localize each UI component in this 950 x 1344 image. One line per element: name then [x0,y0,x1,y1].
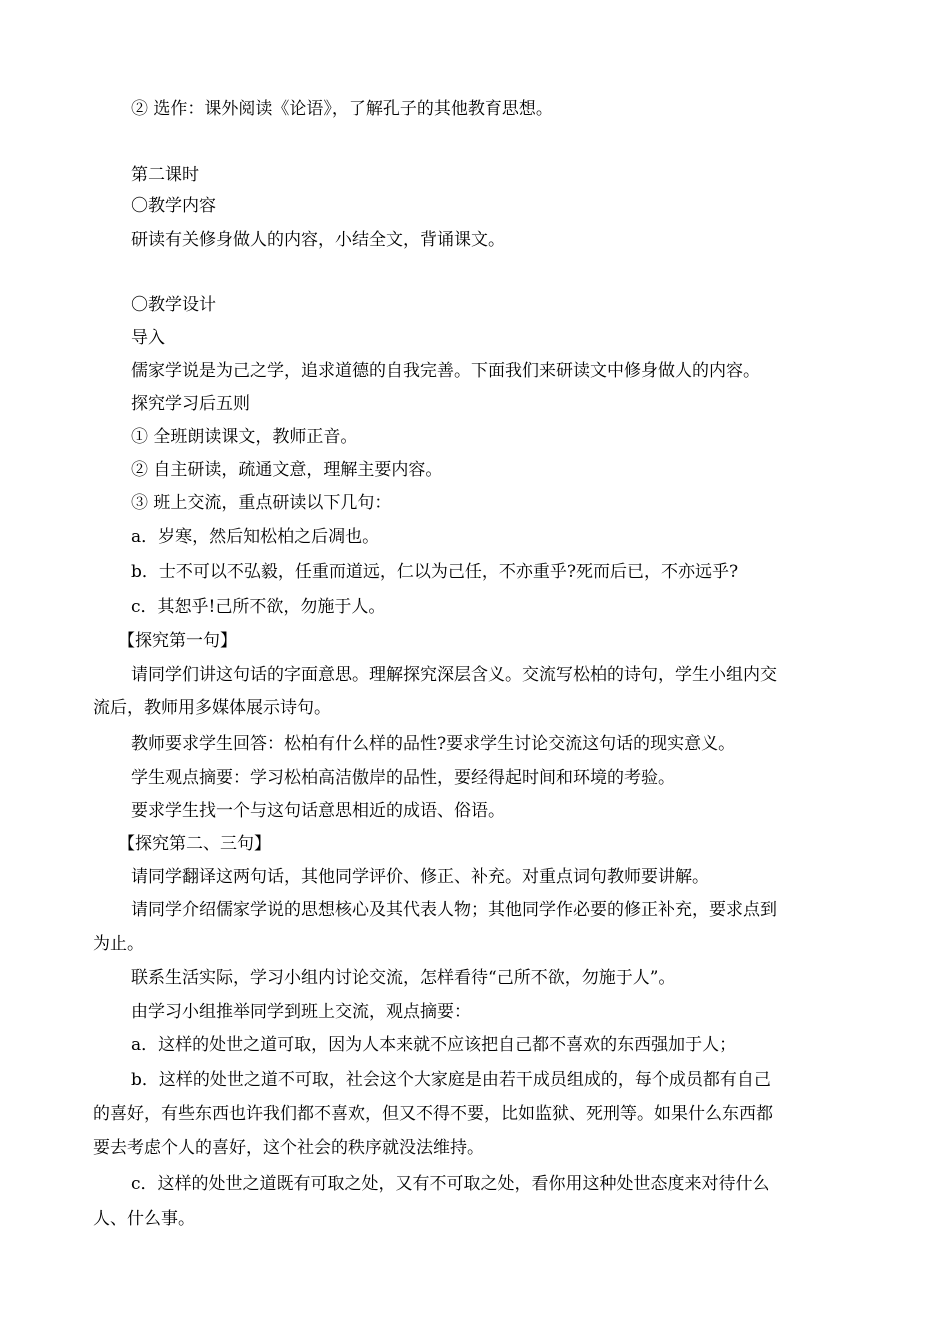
text-line: 由学习小组推举同学到班上交流，观点摘要： [131,1002,471,1022]
text-line: 教师要求学生回答：松柏有什么样的品性?要求学生讨论交流这句话的现实意义。 [131,734,736,754]
text-line: 请同学介绍儒家学说的思想核心及其代表人物；其他同学作必要的修正补充，要求点到 [131,900,777,920]
text-line: 联系生活实际，学习小组内讨论交流，怎样看待“己所不欲，勿施于人”。 [131,968,676,988]
subheading: 导入 [131,328,165,348]
subheading: 探究学习后五则 [131,394,250,414]
text-line: 为止。 [93,934,144,954]
text-line: 学生观点摘要：学习松柏高洁傲岸的品性，要经得起时间和环境的考验。 [131,768,675,788]
text-line: 研读有关修身做人的内容，小结全文，背诵课文。 [131,230,505,250]
section-heading: 【探究第一句】 [118,631,237,651]
subheading: 〇教学内容 [131,196,216,216]
text-line: 请同学翻译这两句话，其他同学评价、修正、补充。对重点词句教师要讲解。 [131,867,709,887]
list-item: c．其恕乎!己所不欲，勿施于人。 [131,597,386,617]
list-item: b．这样的处世之道不可取，社会这个大家庭是由若干成员组成的，每个成员都有自己 [131,1070,771,1090]
section-heading: 第二课时 [131,165,199,185]
list-item: a．这样的处世之道可取，因为人本来就不应该把自己都不喜欢的东西强加于人； [131,1035,737,1055]
text-line: ② 选作：课外阅读《论语》，了解孔子的其他教育思想。 [131,99,553,119]
list-item: c．这样的处世之道既有可取之处，又有不可取之处，看你用这种处世态度来对待什么 [131,1174,770,1194]
text-line: 流后，教师用多媒体展示诗句。 [93,698,331,718]
list-item: ② 自主研读，疏通文意，理解主要内容。 [131,460,443,480]
text-line: 请同学们讲这句话的字面意思。理解探究深层含义。交流写松柏的诗句，学生小组内交 [131,665,777,685]
text-line: 儒家学说是为己之学，追求道德的自我完善。下面我们来研读文中修身做人的内容。 [131,361,760,381]
text-line: 人、什么事。 [93,1209,195,1229]
list-item: ③ 班上交流，重点研读以下几句： [131,493,392,513]
section-heading: 【探究第二、三句】 [118,834,271,854]
text-line: 要去考虑个人的喜好，这个社会的秩序就没法维持。 [93,1138,484,1158]
subheading: 〇教学设计 [131,295,216,315]
list-item: a．岁寒，然后知松柏之后凋也。 [131,527,380,547]
text-line: 要求学生找一个与这句话意思相近的成语、俗语。 [131,801,505,821]
list-item: b．士不可以不弘毅，任重而道远，仁以为己任，不亦重乎?死而后已，不亦远乎? [131,562,739,582]
text-line: 的喜好，有些东西也许我们都不喜欢，但又不得不要，比如监狱、死刑等。如果什么东西都 [93,1104,773,1124]
list-item: ① 全班朗读课文，教师正音。 [131,427,358,447]
